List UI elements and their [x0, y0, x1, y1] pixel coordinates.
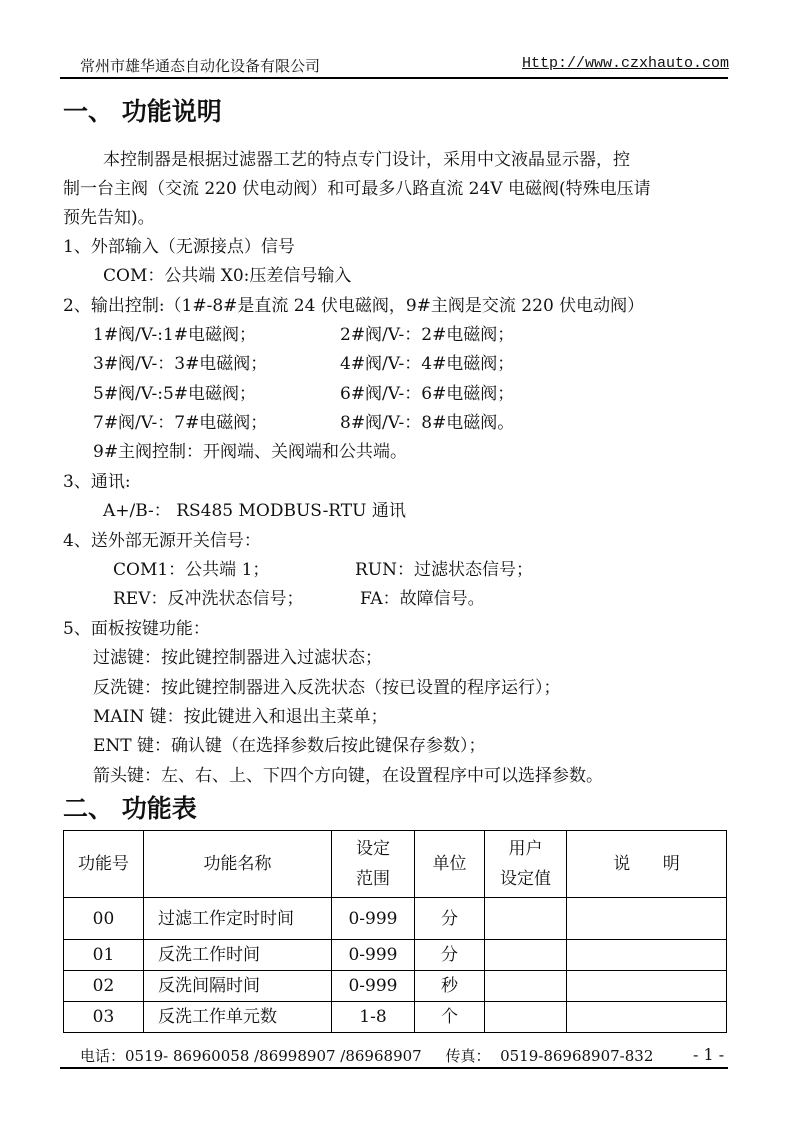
header-user	[485, 831, 567, 898]
item3-heading: 3、通讯:	[63, 472, 131, 492]
valve-7: 7#阀/V-：7#电磁阀；	[93, 413, 268, 433]
signal-run: RUN：过滤状态信号；	[355, 560, 534, 580]
footer-divider	[60, 1067, 728, 1069]
section-title-function-table: 二、 功能表	[63, 794, 197, 823]
row-name: 反洗间隔时间	[144, 971, 332, 1002]
header-unit: 单位	[415, 831, 485, 898]
row-name: 反洗工作时间	[144, 940, 332, 971]
table-row	[64, 1002, 727, 1033]
company-url[interactable]: Http://www.czxhauto.com	[522, 55, 730, 72]
company-name: 常州市雄华通态自动化设备有限公司	[80, 57, 321, 75]
valve-6: 6#阀/V-：6#电磁阀；	[340, 384, 515, 404]
header-divider	[60, 77, 728, 79]
row-desc	[567, 898, 727, 940]
key-backwash: 反洗键：按此键控制器进入反洗状态（按已设置的程序运行）；	[93, 678, 561, 698]
signal-fa: FA：故障信号。	[360, 589, 485, 609]
valve-5: 5#阀/V-:5#电磁阀；	[93, 384, 257, 404]
valve-1: 1#阀/V-:1#电磁阀；	[93, 325, 257, 345]
footer-contact: 电话：0519- 86960058 /86998907 /86968907 传真： 0519-86968907-832	[80, 1047, 654, 1065]
header-code: 功能号	[64, 831, 144, 898]
item2-heading: 2、输出控制:（1#-8#是直流 24 伏电磁阀，9#主阀是交流 220 伏电动阀）	[63, 296, 645, 316]
row-unit: 个	[415, 1002, 485, 1033]
header-desc: 说 明	[567, 831, 727, 898]
table-row	[64, 971, 727, 1002]
row-code: 03	[64, 1002, 144, 1033]
row-code: 01	[64, 940, 144, 971]
header-range-line2: 范围	[356, 869, 390, 889]
item3-line: A+/B-： RS485 MODBUS-RTU 通讯	[103, 501, 406, 521]
row-user-value[interactable]	[485, 940, 567, 971]
key-filter: 过滤键：按此键控制器进入过滤状态；	[93, 648, 382, 668]
key-main: MAIN 键：按此键进入和退出主菜单；	[93, 707, 388, 727]
header-range	[332, 831, 415, 898]
valve-4: 4#阀/V-：4#电磁阀；	[340, 354, 515, 374]
item1-line: COM：公共端 X0:压差信号输入	[103, 266, 352, 286]
valve-3: 3#阀/V-：3#电磁阀；	[93, 354, 268, 374]
item4-heading: 4、送外部无源开关信号：	[63, 531, 261, 551]
row-unit: 秒	[415, 971, 485, 1002]
row-desc	[567, 940, 727, 971]
header-user-line1: 用户	[508, 839, 543, 859]
page-number: - 1 -	[693, 1045, 725, 1064]
row-user-value[interactable]	[485, 1002, 567, 1033]
row-desc	[567, 1002, 727, 1033]
intro-line-2: 制一台主阀（交流 220 伏电动阀）和可最多八路直流 24V 电磁阀(特殊电压请	[63, 179, 651, 199]
main-valve-line: 9#主阀控制：开阀端、关阀端和公共端。	[93, 442, 408, 462]
signal-rev: REV：反冲洗状态信号；	[113, 589, 304, 609]
header-range-line1: 设定	[356, 839, 390, 859]
valve-2: 2#阀/V-：2#电磁阀；	[340, 325, 515, 345]
row-range: 0-999	[332, 940, 415, 971]
row-unit: 分	[415, 940, 485, 971]
intro-line-3: 预先告知)。	[63, 208, 155, 228]
function-table	[63, 830, 727, 1033]
row-range: 0-999	[332, 971, 415, 1002]
row-user-value[interactable]	[485, 971, 567, 1002]
header-user-line2: 设定值	[500, 869, 551, 889]
row-name: 反洗工作单元数	[144, 1002, 332, 1033]
header-name: 功能名称	[144, 831, 332, 898]
row-user-value[interactable]	[485, 898, 567, 940]
intro-line-1: 本控制器是根据过滤器工艺的特点专门设计，采用中文液晶显示器，控	[103, 150, 630, 170]
row-code: 02	[64, 971, 144, 1002]
key-ent: ENT 键：确认键（在选择参数后按此键保存参数）；	[93, 736, 486, 756]
row-desc	[567, 971, 727, 1002]
signal-com1: COM1：公共端 1；	[113, 560, 270, 580]
table-header-row	[64, 831, 727, 898]
row-range: 1-8	[332, 1002, 415, 1033]
item5-heading: 5、面板按键功能：	[63, 619, 210, 639]
table-row	[64, 940, 727, 971]
item1-heading: 1、外部输入（无源接点）信号	[63, 237, 295, 257]
row-name: 过滤工作定时时间	[144, 898, 332, 940]
valve-8: 8#阀/V-：8#电磁阀。	[340, 413, 515, 433]
row-range: 0-999	[332, 898, 415, 940]
row-code: 00	[64, 898, 144, 940]
key-arrows: 箭头键：左、右、上、下四个方向键，在设置程序中可以选择参数。	[93, 766, 603, 786]
section-title-features: 一、 功能说明	[63, 97, 222, 126]
row-unit: 分	[415, 898, 485, 940]
table-row	[64, 898, 727, 940]
